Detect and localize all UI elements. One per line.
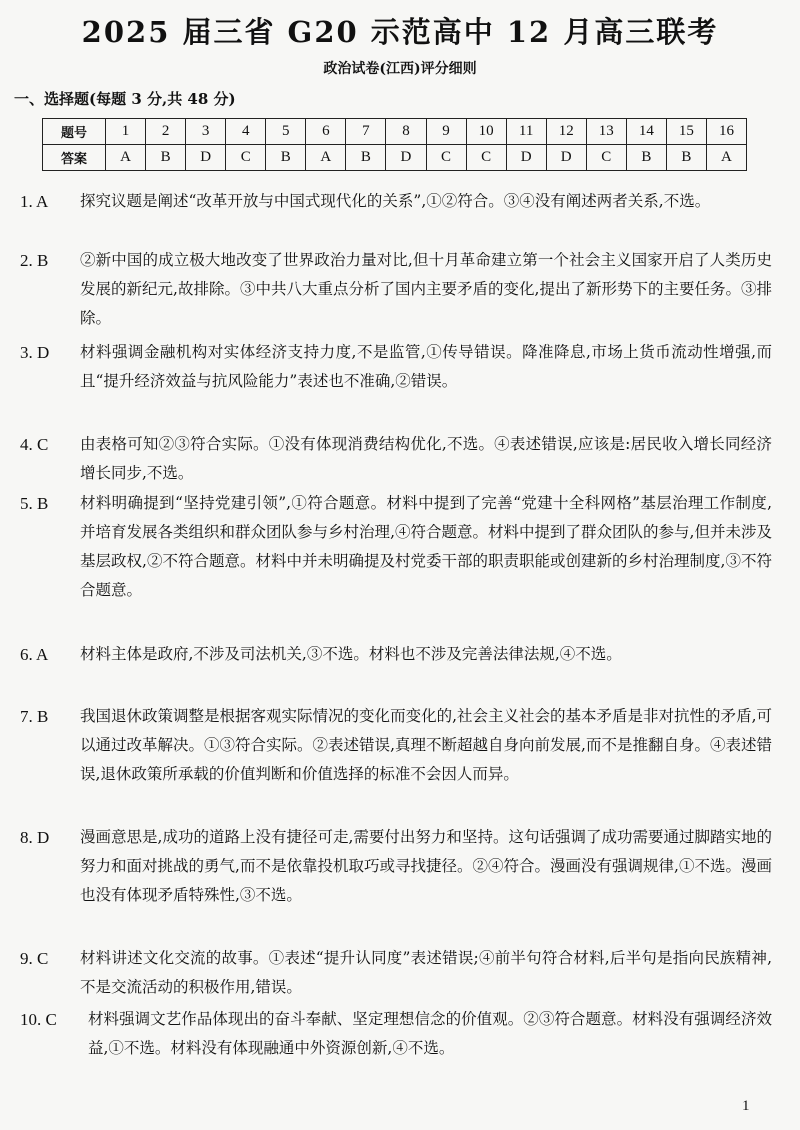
- answer-cell: C: [226, 145, 266, 171]
- item-explanation-text: 材料主体是政府,不涉及司法机关,③不选。材料也不涉及完善法律法规,④不选。: [80, 645, 622, 663]
- item-explanation-text: ②新中国的成立极大地改变了世界政治力量对比,但十月革命建立第一个社会主义国家开启了人类历史发展的新纪元,故排除。③中共八大重点分析了国内主要矛盾的变化,提出了新形势下的主要任务。③排除。: [80, 251, 772, 327]
- explanation-item: [20, 430, 772, 488]
- question-number-cell: 12: [546, 119, 586, 145]
- explanation-item: [20, 187, 772, 216]
- item-answer-label: 9. C: [20, 949, 49, 968]
- item-explanation-text: 材料讲述文化交流的故事。①表述“提升认同度”表述错误;④前半句符合材料,后半句是指向民族精神,不是交流活动的积极作用,错误。: [80, 949, 772, 996]
- answer-cell: C: [426, 145, 466, 171]
- answer-cell: A: [706, 145, 746, 171]
- answer-cell: D: [186, 145, 226, 171]
- page-subtitle: 政治试卷(江西)评分细则: [323, 61, 477, 77]
- answer-cell: B: [346, 145, 386, 171]
- answer-key-table: [42, 118, 747, 171]
- item-explanation-text: 材料强调文艺作品体现出的奋斗奉献、坚定理想信念的价值观。②③符合题意。材料没有强调经济效益,①不选。材料没有体现融通中外资源创新,④不选。: [88, 1010, 772, 1057]
- item-answer-label: 8. D: [20, 828, 50, 847]
- item-explanation-text: 材料明确提到“坚持党建引领”,①符合题意。材料中提到了完善“党建十全科网格”基层治理工作制度,并培育发展各类组织和群众团队参与乡村治理,④符合题意。材料中提到了群众团队的参与,但并未涉及基层政权,②不符合题意。材料中并未明确提及村党委干部的职责职能或创建新的乡村治理制度,③不符合题意。: [80, 494, 772, 599]
- row-label-answer: 答案: [43, 145, 106, 171]
- item-answer-label: 3. D: [20, 343, 50, 362]
- explanation-item: [20, 702, 772, 789]
- item-explanation-text: 材料强调金融机构对实体经济支持力度,不是监管,①传导错误。降准降息,市场上货币流动性增强,而且“提升经济效益与抗风险能力”表述也不准确,②错误。: [80, 343, 772, 390]
- question-number-cell: 9: [426, 119, 466, 145]
- question-number-cell: 14: [626, 119, 666, 145]
- question-number-cell: 1: [106, 119, 146, 145]
- explanation-item: [20, 246, 772, 333]
- question-number-cell: 5: [266, 119, 306, 145]
- question-number-cell: 11: [506, 119, 546, 145]
- answer-cell: D: [386, 145, 426, 171]
- explanation-item: [20, 489, 772, 605]
- question-number-cell: 2: [146, 119, 186, 145]
- answer-cell: A: [106, 145, 146, 171]
- answer-cell: C: [586, 145, 626, 171]
- answer-cell: B: [146, 145, 186, 171]
- question-number-cell: 10: [466, 119, 506, 145]
- item-answer-label: 2. B: [20, 251, 49, 270]
- explanation-item: [20, 944, 772, 1002]
- section-heading: 一、选择题(每题 3 分,共 48 分): [14, 90, 236, 108]
- page-number: 1: [742, 1098, 750, 1114]
- question-number-row: [43, 119, 747, 145]
- question-number-cell: 4: [226, 119, 266, 145]
- explanation-item: [20, 338, 772, 396]
- question-number-cell: 3: [186, 119, 226, 145]
- row-label-question-number: 题号: [43, 119, 106, 145]
- item-answer-label: 10. C: [20, 1010, 57, 1029]
- answer-cell: C: [466, 145, 506, 171]
- explanation-item: [20, 640, 772, 669]
- answer-row: [43, 145, 747, 171]
- item-explanation-text: 我国退休政策调整是根据客观实际情况的变化而变化的,社会主义社会的基本矛盾是非对抗性的矛盾,可以通过改革解决。①③符合实际。②表述错误,真理不断超越自身向前发展,而不是推翻自身。④表述错误,退休政策所承载的价值判断和价值选择的标准不会因人而异。: [80, 707, 772, 783]
- answer-cell: B: [626, 145, 666, 171]
- item-explanation-text: 漫画意思是,成功的道路上没有捷径可走,需要付出努力和坚持。这句话强调了成功需要通过脚踏实地的努力和面对挑战的勇气,而不是依靠投机取巧或寻找捷径。②④符合。漫画没有强调规律,①不选。漫画也没有体现矛盾特殊性,③不选。: [80, 828, 772, 904]
- answer-cell: B: [266, 145, 306, 171]
- explanation-item: [20, 1005, 772, 1063]
- explanation-item: [20, 823, 772, 910]
- item-explanation-text: 探究议题是阐述“改革开放与中国式现代化的关系”,①②符合。③④没有阐述两者关系,不选。: [80, 192, 711, 210]
- item-answer-label: 6. A: [20, 645, 49, 664]
- answer-cell: B: [666, 145, 706, 171]
- question-number-cell: 8: [386, 119, 426, 145]
- answer-cell: D: [506, 145, 546, 171]
- question-number-cell: 13: [586, 119, 626, 145]
- question-number-cell: 6: [306, 119, 346, 145]
- item-answer-label: 7. B: [20, 707, 49, 726]
- question-number-cell: 16: [706, 119, 746, 145]
- question-number-cell: 7: [346, 119, 386, 145]
- answer-cell: A: [306, 145, 346, 171]
- answer-cell: D: [546, 145, 586, 171]
- page-title: 2025 届三省 G20 示范高中 12 月高三联考: [81, 15, 719, 49]
- item-answer-label: 4. C: [20, 435, 49, 454]
- question-number-cell: 15: [666, 119, 706, 145]
- item-answer-label: 5. B: [20, 494, 49, 513]
- item-explanation-text: 由表格可知②③符合实际。①没有体现消费结构优化,不选。④表述错误,应该是:居民收入增长同经济增长同步,不选。: [80, 435, 772, 482]
- item-answer-label: 1. A: [20, 192, 49, 211]
